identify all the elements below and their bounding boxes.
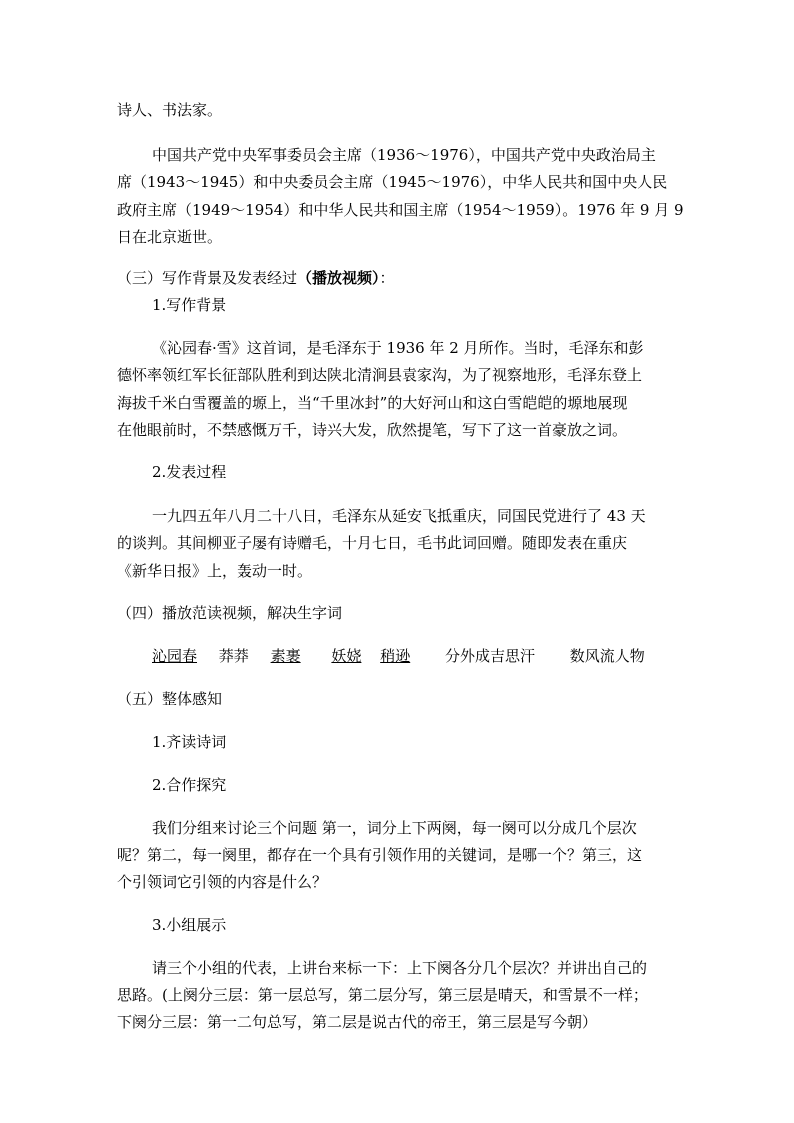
intro-line: 诗人、书法家。 xyxy=(117,101,223,119)
background-line-3: 海拔千米白雪覆盖的塬上，当“千里冰封”的大好河山和这白雪皑皑的塬地展现 xyxy=(117,394,628,412)
bio-line-2: 席（1943～1945）和中央委员会主席（1945～1976），中华人民共和国中央人民 xyxy=(117,173,668,191)
group-show-subheading: 3.小组展示 xyxy=(152,916,227,934)
publication-line-2: 的谈判。其间柳亚子屡有诗赠毛，十月七日，毛书此词回赠。随即发表在重庆 xyxy=(117,534,628,552)
background-line-1: 《沁园春·雪》这首词，是毛泽东于 1936 年 2 月所作。当时，毛泽东和彭 xyxy=(152,339,644,357)
vocab-word: 沁园春 xyxy=(152,647,198,665)
section4-heading: （四）播放范读视频，解决生字词 xyxy=(117,604,343,622)
section3-heading-end: ： xyxy=(379,269,395,287)
publication-line-3: 《新华日报》上，轰动一时。 xyxy=(117,562,313,580)
vocab-word: 数风流人物 xyxy=(569,647,645,665)
publication-line-1: 一九四五年八月二十八日，毛泽东从延安飞抵重庆，同国民党进行了 43 天 xyxy=(152,507,646,525)
vocab-word: 稍逊 xyxy=(380,647,411,665)
background-subheading: 1.写作背景 xyxy=(152,296,227,314)
question-line-1: 我们分组来讨论三个问题 第一，词分上下两阕，每一阕可以分成几个层次 xyxy=(152,819,637,837)
question-line-3: 个引领词它引领的内容是什么？ xyxy=(117,873,328,891)
bio-line-1: 中国共产党中央军事委员会主席（1936～1976），中国共产党中央政治局主 xyxy=(152,146,656,164)
bio-line-3: 政府主席（1949～1954）和中华人民共和国主席（1954～1959）。1976 年 9 月 9 xyxy=(117,201,684,219)
show-line-1: 请三个小组的代表，上讲台来标一下：上下阕各分几个层次？并讲出自己的 xyxy=(152,959,648,977)
vocab-word: 莽莽 xyxy=(218,647,249,665)
read-aloud-subheading: 1.齐读诗词 xyxy=(152,733,227,751)
vocab-word: 分外成吉思汗 xyxy=(444,647,535,665)
vocab-word: 妖娆 xyxy=(331,647,362,665)
background-line-4: 在他眼前时，不禁感慨万千，诗兴大发，欣然提笔，写下了这一首豪放之词。 xyxy=(117,421,628,439)
show-line-3: 下阕分三层：第一二句总写，第二层是说古代的帝王，第三层是写今朝） xyxy=(117,1013,598,1031)
section3-heading-text: （三）写作背景及发表经过 xyxy=(117,269,298,287)
question-line-2: 呢？第二，每一阕里，都存在一个具有引领作用的关键词，是哪一个？第三，这 xyxy=(117,846,643,864)
cooperation-subheading: 2.合作探究 xyxy=(152,776,227,794)
vocabulary-list xyxy=(152,646,645,666)
bio-line-4: 日在北京逝世。 xyxy=(117,228,223,246)
vocab-word: 素裹 xyxy=(270,647,301,665)
section3-heading-bold: （播放视频） xyxy=(297,269,380,287)
background-line-2: 德怀率领红军长征部队胜利到达陕北清涧县袁家沟，为了视察地形，毛泽东登上 xyxy=(117,366,643,384)
show-line-2: 思路。(上阕分三层：第一层总写，第二层分写，第三层是晴天，和雪景不一样； xyxy=(117,986,648,1004)
section5-heading: （五）整体感知 xyxy=(117,690,223,708)
publication-subheading: 2.发表过程 xyxy=(152,463,227,481)
section3-heading xyxy=(117,268,395,288)
